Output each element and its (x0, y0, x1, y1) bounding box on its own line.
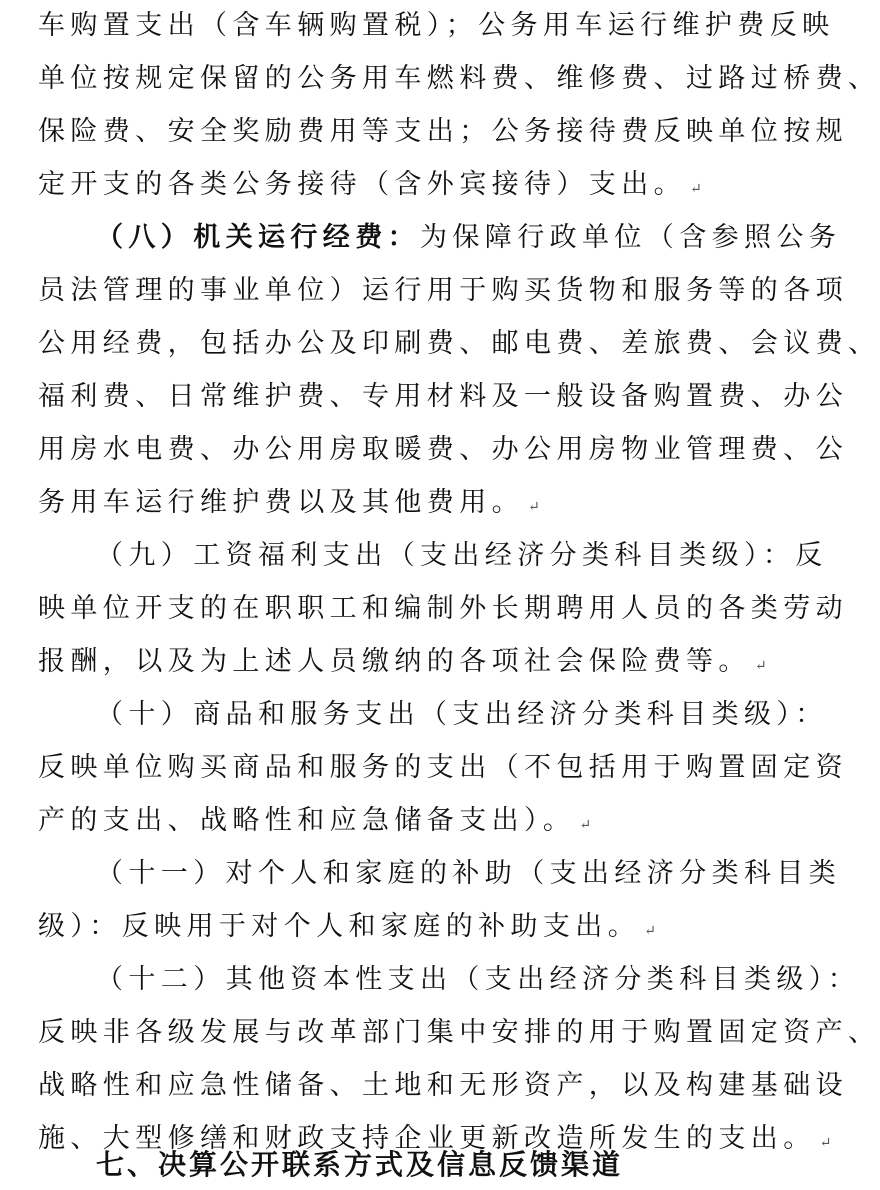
para11-line-1: （十一）对个人和家庭的补助（支出经济分类科目类 (96, 858, 842, 889)
para8-first-rest: 为保障行政单位（含参照公务 (420, 222, 842, 253)
para10-line-3 (38, 795, 778, 847)
paragraph-mark-icon: ↵ (644, 923, 656, 939)
para11-line-2-text: 级）：反映用于对个人和家庭的补助支出。 (38, 911, 641, 942)
para12-line-2: 反映非各级发展与改革部门集中安排的用于购置固定资产、 (38, 1017, 880, 1048)
para10-line-1: （十）商品和服务支出（支出经济分类科目类级）： (96, 699, 828, 730)
para8-line-5: 用房水电费、办公用房取暖费、办公用房物业管理费、公 (38, 434, 848, 465)
para7-line-4-text: 定开支的各类公务接待（含外宾接待）支出。 (38, 169, 686, 200)
para12-line-3: 战略性和应急性储备、土地和无形资产，以及构建基础设 (38, 1070, 848, 1101)
para7-line-1: 车购置支出（含车辆购置税）；公务用车运行维护费反映 (38, 10, 835, 41)
paragraph-mark-icon: ↵ (819, 1135, 832, 1151)
para10-line-3-text: 产的支出、战略性和应急储备支出）。 (38, 805, 576, 836)
para7-line-4 (38, 159, 778, 211)
para7-line-3: 保险费、安全奖励费用等支出；公务接待费反映单位按规 (38, 116, 848, 147)
para12-line-1: （十二）其他资本性支出（支出经济分类科目类级）： (96, 964, 861, 995)
para9-line-2: 映单位开支的在职职工和编制外长期聘用人员的各类劳动 (38, 593, 848, 624)
paragraph-mark-icon: ↵ (754, 658, 767, 674)
paragraph-mark-icon: ↵ (690, 181, 702, 197)
para8-line-4: 福利费、日常维护费、专用材料及一般设备购置费、办公 (38, 381, 848, 412)
para8-line-6-text: 务用车运行维护费以及其他费用。 (38, 487, 524, 518)
para8-line-1 (96, 212, 842, 264)
para9-line-1: （九）工资福利支出（支出经济分类科目类级）：反 (96, 540, 828, 571)
para7-line-2: 单位按规定保留的公务用车燃料费、维修费、过路过桥费、 (38, 63, 880, 94)
paragraph-mark-icon: ↵ (579, 817, 592, 833)
paragraph-mark-icon: ↵ (528, 499, 540, 515)
section-7-heading: 七、决算公开联系方式及信息反馈渠道 (96, 1148, 624, 1181)
para9-line-3-text: 报酬，以及为上述人员缴纳的各项社会保险费等。 (38, 646, 751, 677)
para10-line-2: 反映单位购买商品和服务的支出（不包括用于购置固定资 (38, 752, 848, 783)
para8-line-3: 公用经费，包括办公及印刷费、邮电费、差旅费、会议费、 (38, 328, 880, 359)
para8-term: （八）机关运行经费： (96, 222, 420, 253)
para8-line-6 (38, 477, 778, 529)
para9-line-3 (38, 636, 778, 688)
para11-line-2 (38, 901, 778, 953)
para12-line-4-text: 施、大型修缮和财政支持企业更新改造所发生的支出。 (38, 1123, 816, 1154)
para8-line-2: 员法管理的事业单位）运行用于购买货物和服务等的各项 (38, 275, 848, 306)
